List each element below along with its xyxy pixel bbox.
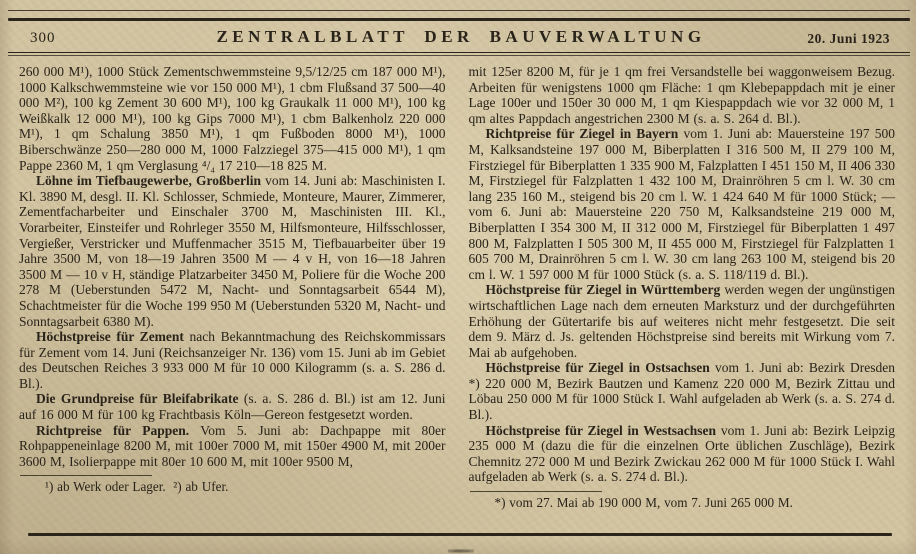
para-grundpreise-bleifabrikate (19, 391, 446, 422)
page-edge-artifact (448, 548, 474, 554)
left-column (19, 64, 446, 511)
para-lead: Richtpreise für Pappen. (36, 422, 190, 438)
page-header (30, 27, 892, 51)
para-text: vom 14. Juni ab: Maschinisten I. Kl. 3890 M, desgl. II. Kl. Schlosser, Schmiede, Monteure, Maurer, Zimmerer, Zementfacharbeiter und Einschaler 3700 M, Maschinisten III. Kl., Vorarbeiter, Einsteifer und Rohrleger 3550 M, Hilfsmonteure, Hilfsschlosser, Vergießer, Verstricker und Muffenmacher 3515 M, Tiefbauarbeiter über 19 Jahre 3500 M, von 18—19 Jahren 3500 M — 4 v H, von 16—18 Jahren 3500 M — 10 v H, ständige Platzarbeiter 3450 M, Poliere für die Woche 200 278 M (Ueberstunden 5472 M, Nacht- und Sonntagsarbeit 6544 M), Schachtmeister für die Woche 199 950 M (Ueberstunden 5320 M, Nacht- und Sonntagsarbeit 6380 M). (19, 173, 446, 329)
para-text: vom 1. Juni ab: Bezirk Dresden *) 220 000 M, Bezirk Bautzen und Kamenz 220 000 M, Bezirk Zittau und Löbau 250 000 M für 1000 Stück I. Wahl aufgeladen ab Werk (s. a. S. 274 d. Bl.). (468, 360, 895, 423)
para-lead: Richtpreise für Ziegel in Bayern (485, 126, 679, 142)
para-text: mit 125er 8200 M, für je 1 qm frei Versandstelle bei waggonweisem Bezug. Arbeiten für wenigstens 1000 qm Fläche: 1 qm Klebepappdach mit je einer Lage 100er und 150er 30 000 M, 1 qm Kiespappdach wie vor 32 000 M, 1 qm altes Pappdach angestrichen 2300 M (s. a. S. 264 d. Bl.). (468, 64, 895, 126)
text-columns (19, 64, 895, 511)
para-pappen-continuation (469, 64, 896, 126)
para-richtpreise-pappen (19, 423, 446, 470)
top-rule-thick (8, 18, 910, 21)
para-text: vom 1. Juni ab: Mauersteine 197 500 M, Kalksandsteine 197 000 M, Biberplatten I 316 500 M, II 279 100 M, Firstziegel für Biberplatten 1 335 900 M, Falzplatten I 451 150 M, II 406 330 M, Firstziegel für Falzplatten 1 432 100 M, Drainröhren 5 cm l. W. 30 cm lang 235 160 M., steigend bis 20 cm l. W. 1 424 640 M für 1000 Stück; — vom 6. Juni ab: Mauersteine 220 750 M, Kalksandsteine 219 000 M, Biberplatten I 354 300 M, II 312 000 M, Firstziegel für Biberplatten 1 497 800 M, Falzplatten I 505 300 M, II 455 000 M, Firstziegel für Falzplatten 1 605 700 M, Drainröhren 5 cm l. W. 30 cm lang 263 100 M, steigend bis 20 cm l. W. 1 597 000 M für 1000 Stück (s. a. S. 118/119 d. Bl.). (468, 126, 895, 282)
page-number: 300 (30, 30, 56, 46)
para-text: Vom 5. Juni ab: Dachpappe mit 80er Rohpappeneinlage 8200 M, mit 100er 7000 M, mit 150er 4900 M, mit 200er 3600 M, Isolierpappe mit 80er 10 600 M, mit 100er 9500 M, (19, 422, 446, 469)
bottom-rule (28, 533, 892, 536)
para-lead: Höchstpreise für Ziegel in Westsachsen (485, 422, 717, 438)
para-text: nach Bekanntmachung des Reichskommissars für Zement vom 14. Juni (Reichsanzeiger Nr. 136) vom 15. Juni ab im Gebiet des Deutschen Reiches 3 933 000 M für 10 000 Kilogramm (s. a. S. 286 d. Bl.). (19, 329, 446, 391)
top-rule-thin (8, 10, 910, 11)
para-richtpreise-ziegel-bayern (469, 126, 896, 282)
issue-date: 20. Juni 1923 (807, 31, 890, 46)
para-hoechstpreise-ziegel-wuerttemberg (469, 282, 896, 360)
para-building-material-prices (19, 64, 446, 173)
header-bottom-rule (8, 52, 910, 56)
para-text: werden wegen der ungünstigen wirtschaftlichen Lage nach dem erneuten Marksturz und der durchgeführten Erhöhung der Gütertarife bis auf weiteres nicht mehr festgesetzt. Die seit dem 9. März d. Js. geltenden Höchstpreise sind bereits mit Wirkung vom 7. Mai ab aufgehoben. (468, 282, 895, 360)
footnote-right: *) vom 27. Mai ab 190 000 M, vom 7. Juni 265 000 M. (494, 495, 793, 511)
para-text: 260 000 M¹), 1000 Stück Zementschwemmsteine 9,5/12/25 cm 187 000 M¹), 1000 Kalkschwemmsteine wie vor 150 000 M¹), 1 cbm Flußsand 37 500—40 000 M²), 100 kg Zement 30 600 M¹), 100 kg Graukalk 11 000 M¹), 100 kg Weißkalk 12 000 M¹), 100 kg Gips 7000 M¹), 1 cbm Balkenholz 220 000 M¹), 1 qm Schalung 3850 M¹), 1 qm Fußboden 8000 M¹), 1000 Biberschwänze 250—280 000 M, 1000 Falzziegel 375—415 000 M¹), 1 qm Pappe 2360 M, 1 qm Verglasung ⁴/₄ 17 210—18 825 M. (19, 64, 446, 173)
footnote-separator (20, 475, 152, 476)
footnote-left: ¹) ab Werk oder Lager. ²) ab Ufer. (45, 479, 229, 495)
para-hoechstpreise-zement (19, 329, 446, 391)
para-lead: Die Grundpreise für Bleifabrikate (36, 391, 239, 407)
para-hoechstpreise-ziegel-westsachsen (469, 423, 896, 485)
journal-title: ZENTRALBLATT DER BAUVERWALTUNG (216, 27, 706, 46)
para-lead: Höchstpreise für Ziegel in Ostsachsen (485, 360, 710, 376)
footnote-separator (470, 491, 602, 492)
para-text: vom 1. Juni ab: Bezirk Leipzig 235 000 M (dazu die für die einzelnen Orte üblichen Zuschläge), Bezirk Chemnitz 272 000 M und Bezirk Zwickau 262 000 M für 1000 Stück I. Wahl aufgeladen ab Werk (s. a. S. 274 d. Bl.). (468, 422, 895, 485)
para-lead: Löhne im Tiefbaugewerbe, Großberlin (36, 173, 262, 189)
para-hoechstpreise-ziegel-ostsachsen (469, 360, 896, 422)
para-loehne-tiefbaugewerbe (19, 173, 446, 329)
para-lead: Höchstpreise für Ziegel in Württemberg (485, 282, 721, 298)
right-column (469, 64, 896, 511)
para-text: (s. a. S. 286 d. Bl.) ist am 12. Juni auf 16 000 M für 100 kg Frachtbasis Köln—Gereon festgesetzt worden. (19, 391, 446, 423)
para-lead: Höchstpreise für Zement (36, 329, 184, 345)
